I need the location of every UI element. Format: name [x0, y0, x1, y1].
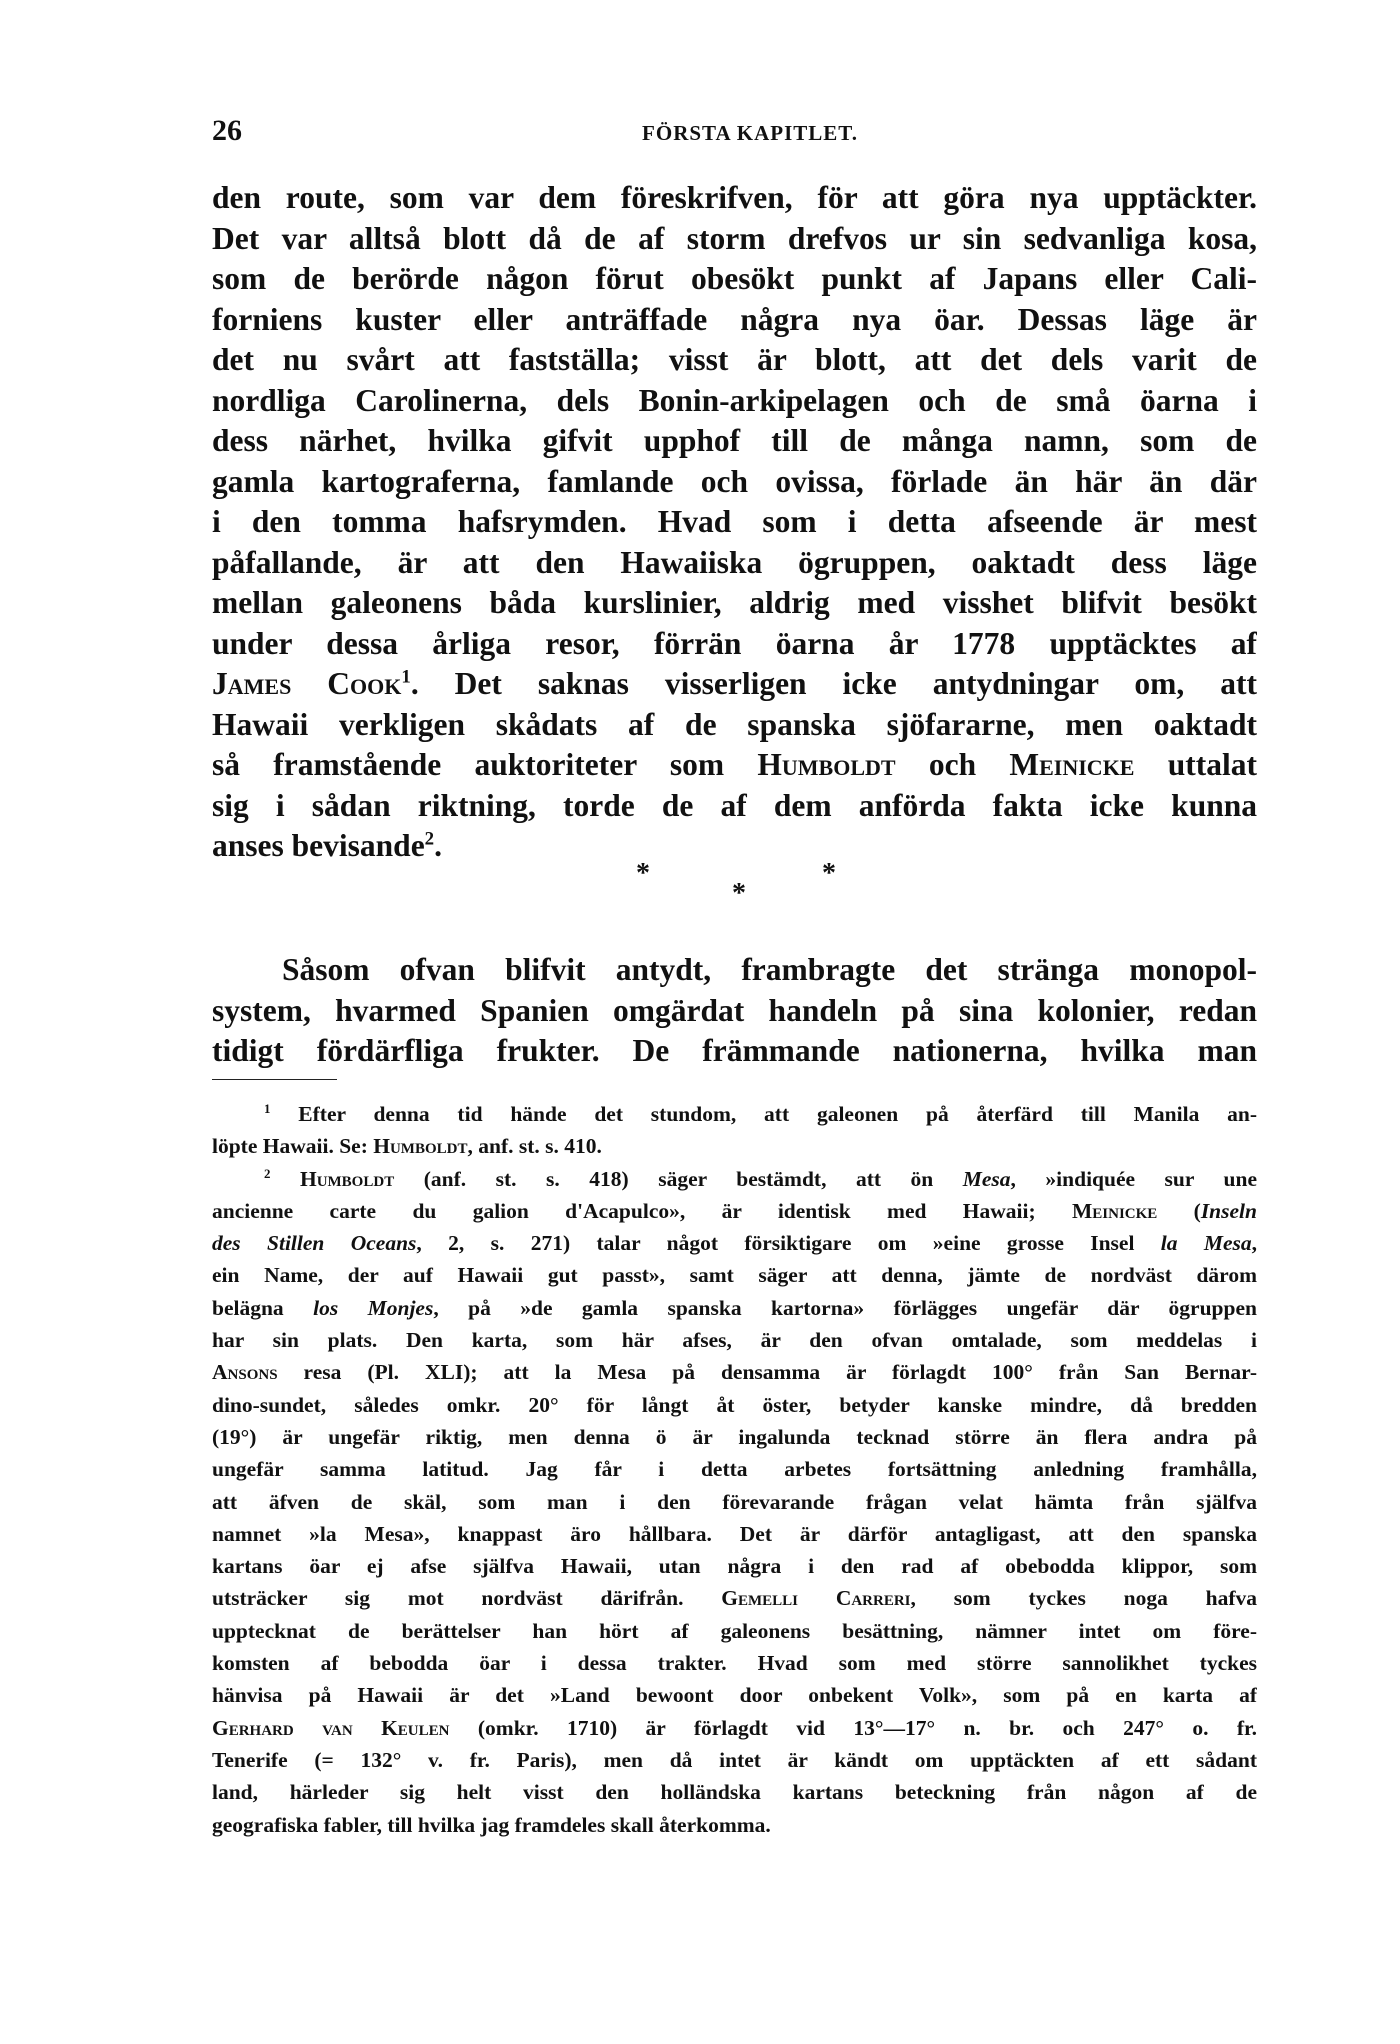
text-run: resa (Pl. XLI); att la Mesa på densamma är förlagdt 100° från San Bernar-: [277, 1360, 1257, 1385]
footnote-marker: 2: [264, 1166, 271, 1181]
italic-run: los Monjes: [313, 1295, 434, 1320]
text-line: gamla kartograferna, famlande och ovissa, förlade än här än där: [212, 463, 1257, 499]
footnote-2-line: att äfven de skäl, som man i den förevarande frågan velat hämta från själfva: [212, 1489, 1257, 1514]
text-run: , »indiquée sur une: [1010, 1166, 1257, 1191]
text-run: så framstående auktoriteter som: [212, 747, 758, 782]
text-line: dess närhet, hvilka gifvit upphof till de många namn, som de: [212, 423, 1257, 458]
text-line: under dessa årliga resor, förrän öarna år 1778 upptäcktes af: [212, 625, 1257, 661]
footnote-ref: 2: [424, 828, 435, 850]
text-run: Efter denna tid hände det stundom, att galeonen på återfärd till Manila an-: [298, 1102, 1257, 1126]
text-run: (omkr. 1710) är förlagdt vid 13°—17° n. br. och 247° o. fr.: [449, 1715, 1257, 1740]
text-line: påfallande, är att den Hawaiiska ögruppen, oaktadt dess läge: [212, 544, 1257, 580]
footnote-1-line: [212, 1130, 1257, 1162]
text-line: forniens kuster eller anträffade några nya öar. Dessas läge är: [212, 301, 1257, 337]
text-run: (: [1157, 1198, 1201, 1223]
italic-run: Mesa: [962, 1166, 1011, 1191]
text-line: som de berörde någon förut obesökt punkt af Japans eller Cali-: [212, 261, 1257, 296]
italic-run: la Mesa: [1160, 1231, 1252, 1256]
footnote-2-line: [212, 1582, 1257, 1614]
text-run: löpte Hawaii. Se:: [212, 1134, 374, 1159]
author-name: Gemelli Carreri: [721, 1586, 911, 1611]
text-run: , anf. st. s. 410.: [467, 1134, 602, 1159]
footnote-2-line: [212, 1227, 1257, 1259]
asterism-star: *: [822, 858, 836, 889]
running-head: FÖRSTA KAPITLET.: [642, 121, 858, 145]
text-line: Hawaii verkligen skådats af de spanska sjöfararne, men oaktadt: [212, 706, 1257, 742]
text-line: Det var alltså blott då de af storm drefvos ur sin sedvanliga kosa,: [212, 220, 1257, 256]
footnote-2-line: [212, 1712, 1257, 1744]
author-name: Humboldt: [757, 747, 896, 782]
text-run: , som tyckes noga hafva: [910, 1586, 1257, 1611]
footnote-2-line: [212, 1163, 1257, 1195]
text-line: [212, 664, 1257, 705]
italic-run: des Stillen Oceans: [212, 1231, 417, 1256]
footnote-2-line: Tenerife (= 132° v. fr. Paris), men då intet är kändt om upptäckten af ett sådant: [212, 1747, 1257, 1772]
footnote-2-line: ein Name, der auf Hawaii gut passt», samt säger att denna, jämte de nordväst därom: [212, 1263, 1257, 1288]
asterism-star: *: [732, 878, 746, 909]
footnote-2-line: upptecknat de berättelser han hört af galeonens besättning, nämner intet om före-: [212, 1618, 1257, 1643]
author-name: Meinicke: [1072, 1198, 1158, 1223]
footnote-2-line: kartans öar ej afse själfva Hawaii, utan några i den rad af obebodda klippor, som: [212, 1554, 1257, 1579]
author-name: James Cook: [212, 666, 402, 701]
text-line: sig i sådan riktning, torde de af dem anförda fakta icke kunna: [212, 787, 1257, 823]
text-run: . Det saknas visserligen icke antydningar om, att: [410, 666, 1257, 701]
text-run: (anf. st. s. 418) säger bestämdt, att ön: [394, 1166, 963, 1191]
text-run: utsträcker sig mot nordväst därifrån.: [212, 1586, 722, 1611]
text-run: , på »de gamla spanska kartorna» förlägges ungefär där ögruppen: [433, 1295, 1257, 1320]
text-line: Såsom ofvan blifvit antydt, frambragte det stränga monopol-: [282, 952, 1257, 987]
text-run: , 2, s. 271) talar något försiktigare om »eine grosse Insel: [416, 1231, 1161, 1256]
text-line: den route, som var dem föreskrifven, för att göra nya upptäckter.: [212, 180, 1257, 215]
author-name: Humboldt: [299, 1166, 395, 1191]
text-line: nordliga Carolinerna, dels Bonin-arkipelagen och de små öarna i: [212, 382, 1257, 418]
author-name: Ansons: [212, 1360, 278, 1385]
body-paragraph-2: [212, 950, 1257, 1072]
text-line: i den tomma hafsrymden. Hvad som i detta afseende är mest: [212, 504, 1257, 539]
footnote-marker: 1: [264, 1101, 271, 1116]
author-name: Humboldt: [373, 1134, 468, 1159]
footnote-2-line: komsten af bebodda öar i dessa trakter. Hvad som med större sannolikhet tyckes: [212, 1651, 1257, 1676]
text-line: mellan galeonens båda kurslinier, aldrig med visshet blifvit besökt: [212, 585, 1257, 620]
text-run: uttalat: [1134, 747, 1257, 782]
footnote-1-line: [212, 1098, 1257, 1130]
footnote-2-line: [212, 1356, 1257, 1388]
text-run: ,: [1251, 1231, 1257, 1256]
text-run: .: [434, 828, 442, 863]
text-run: belägna: [212, 1295, 314, 1320]
footnote-2-line: hänvisa på Hawaii är det »Land bewoont door onbekent Volk», som på en karta af: [212, 1683, 1257, 1708]
asterism: [0, 858, 1400, 918]
author-name: Gerhard van Keulen: [212, 1715, 450, 1740]
footnote-ref: 1: [401, 666, 411, 688]
text-run: och: [895, 747, 1010, 782]
footnote-rule: [212, 1079, 337, 1080]
text-line: det nu svårt att fastställa; visst är blott, att det dels varit de: [212, 342, 1257, 377]
footnote-2-line: har sin plats. Den karta, som här afses, är den ofvan omtalade, som meddelas i: [212, 1328, 1257, 1353]
text-line: system, hvarmed Spanien omgärdat handeln på sina kolonier, redan: [212, 992, 1257, 1028]
text-line: tidigt fördärfliga frukter. De främmande nationerna, hvilka man: [212, 1033, 1257, 1068]
footnote-2-line: (19°) är ungefär riktig, men denna ö är ingalunda tecknad större än flera andra på: [212, 1424, 1257, 1449]
footnote-2-line: [212, 1292, 1257, 1324]
italic-run: Inseln: [1200, 1198, 1257, 1223]
page-number: 26: [212, 114, 242, 147]
footnote-2-line: land, härleder sig helt visst den holländska kartans beteckning från någon af de: [212, 1780, 1257, 1805]
footnote-2-line: dino-sundet, således omkr. 20° för långt åt öster, betyder kanske mindre, då bredden: [212, 1392, 1257, 1417]
asterism-star: *: [636, 858, 650, 889]
footnote-2-line: namnet »la Mesa», knappast äro hållbara. Det är därför antagligast, att den spanska: [212, 1521, 1257, 1546]
footnotes: [212, 1098, 1257, 1841]
footnote-2-line: ungefär samma latitud. Jag får i detta arbetes fortsättning anledning framhålla,: [212, 1457, 1257, 1482]
footnote-2-line: [212, 1195, 1257, 1227]
text-run: anses bevisande: [212, 828, 425, 863]
footnote-2-line: geografiska fabler, till hvilka jag framdeles skall återkomma.: [212, 1812, 771, 1837]
body-paragraph-1: [212, 178, 1257, 867]
text-run: ancienne carte du galion d'Acapulco», är identisk med Hawaii;: [212, 1198, 1072, 1223]
author-name: Meinicke: [1009, 747, 1135, 782]
text-line: [212, 745, 1257, 786]
